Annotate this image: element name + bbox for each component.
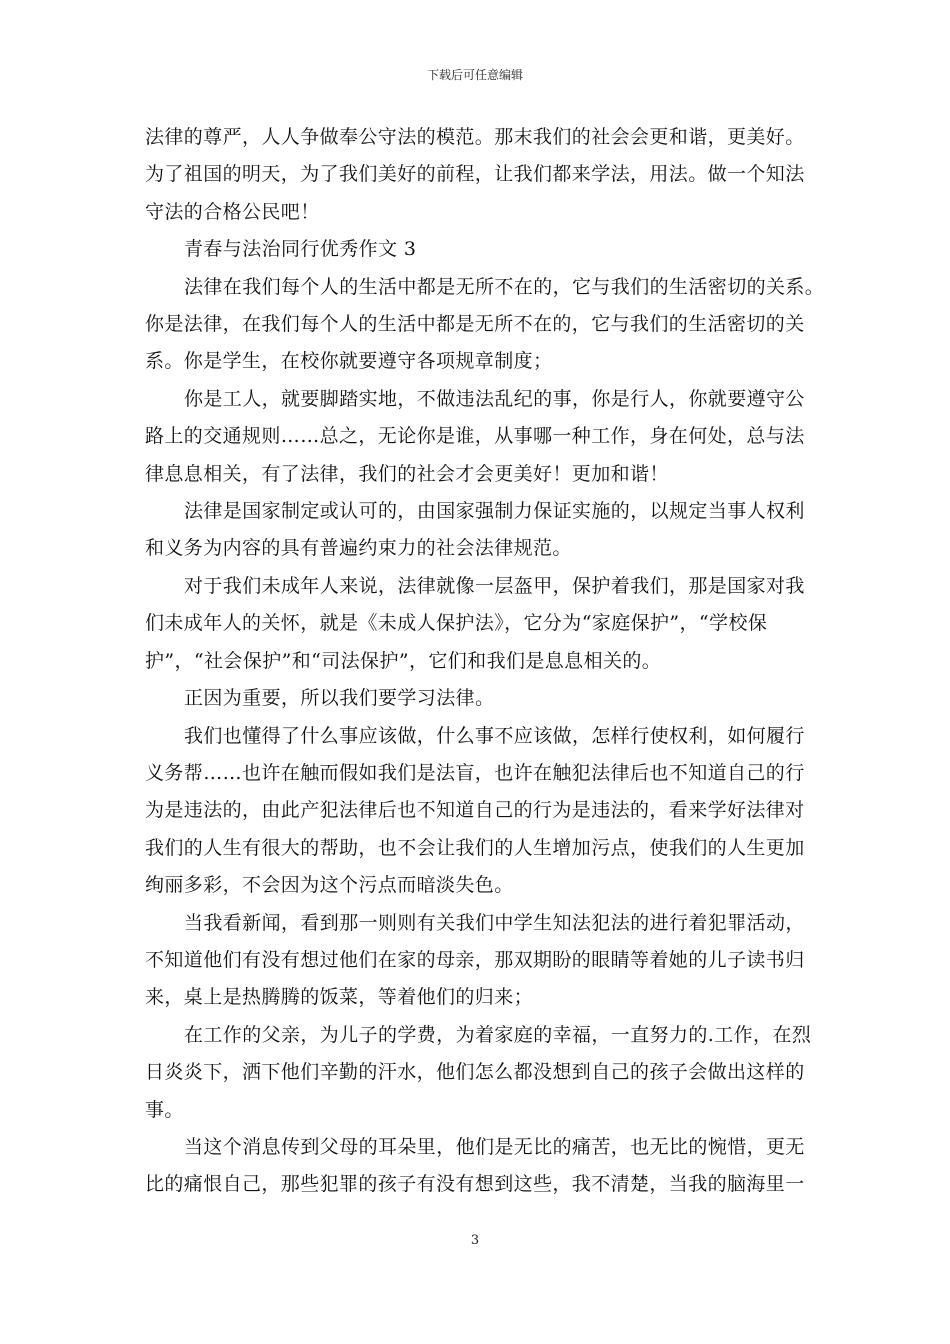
text-line: 护”，“社会保护”和“司法保护”，它们和我们是息息相关的。 <box>145 649 662 672</box>
text-line: 比的痛恨自己，那些犯罪的孩子有没有想到这些，我不清楚，当我的脑海里一 <box>145 1173 805 1196</box>
text-line: 路上的交通规则……总之，无论你是谁，从事哪一种工作，身在何处，总与法 <box>145 425 805 448</box>
text-line: 青春与法治同行优秀作文 3 <box>184 238 417 261</box>
text-line: 律息息相关，有了法律，我们的社会才会更美好！更加和谐！ <box>145 462 669 485</box>
text-line: 义务帮……也许在触而假如我们是法盲，也许在触犯法律后也不知道自己的行 <box>145 761 805 784</box>
text-line: 守法的合格公民吧！ <box>145 200 320 223</box>
text-line: 当我看新闻，看到那一则则有关我们中学生知法犯法的进行着犯罪活动， <box>184 911 805 934</box>
document-body <box>145 119 825 1204</box>
text-line: 不知道他们有没有想过他们在家的母亲，那双期盼的眼睛等着她的儿子读书归 <box>145 948 805 971</box>
text-line: 法律的尊严，人人争做奉公守法的模范。那末我们的社会会更和谐，更美好。 <box>145 126 805 148</box>
text-line: 在工作的父亲，为儿子的学费，为着家庭的幸福，一直努力的.工作，在烈 <box>184 1023 812 1046</box>
text-line: 系。你是学生，在校你就要遵守各项规章制度； <box>145 350 553 373</box>
text-line: 你是工人，就要脚踏实地，不做违法乱纪的事，你是行人，你就要遵守公 <box>184 387 805 410</box>
text-line: 绚丽多彩，不会因为这个污点而暗淡失色。 <box>145 874 514 897</box>
text-line: 法律在我们每个人的生活中都是无所不在的，它与我们的生活密切的关系。 <box>184 275 825 298</box>
text-line: 来，桌上是热腾腾的饭菜，等着他们的归来； <box>145 986 534 1009</box>
text-line: 正因为重要，所以我们要学习法律。 <box>184 687 495 710</box>
text-line: 为是违法的，由此产犯法律后也不知道自己的行为是违法的，看来学好法律对 <box>145 799 805 822</box>
text-line: 们未成年人的关怀，就是《未成人保护法》，它分为“家庭保护”，“学校保 <box>145 612 768 635</box>
text-line: 我们的人生有很大的帮助，也不会让我们的人生增加污点，使我们的人生更加 <box>145 836 805 859</box>
text-line: 为了祖国的明天，为了我们美好的前程，让我们都来学法，用法。做一个知法 <box>145 163 805 186</box>
text-line: 当这个消息传到父母的耳朵里，他们是无比的痛苦，也无比的惋惜，更无 <box>184 1135 805 1158</box>
text-line: 你是法律，在我们每个人的生活中都是无所不在的，它与我们的生活密切的关 <box>145 313 805 336</box>
text-line: 日炎炎下，洒下他们辛勤的汗水，他们怎么都没想到自己的孩子会做出这样的 <box>145 1061 805 1084</box>
header-text: 下载后可任意编辑 <box>426 68 523 82</box>
text-line: 和义务为内容的具有普遍约束力的社会法律规范。 <box>145 537 572 560</box>
text-line: 事。 <box>145 1098 184 1121</box>
text-line: 对于我们未成年人来说，法律就像一层盔甲，保护着我们，那是国家对我 <box>184 574 805 597</box>
text-line: 我们也懂得了什么事应该做，什么事不应该做，怎样行使权利，如何履行 <box>184 724 805 747</box>
text-line: 法律是国家制定或认可的，由国家强制力保证实施的，以规定当事人权利 <box>184 500 805 523</box>
page-header <box>0 67 950 83</box>
page-number: 3 <box>470 1233 480 1248</box>
